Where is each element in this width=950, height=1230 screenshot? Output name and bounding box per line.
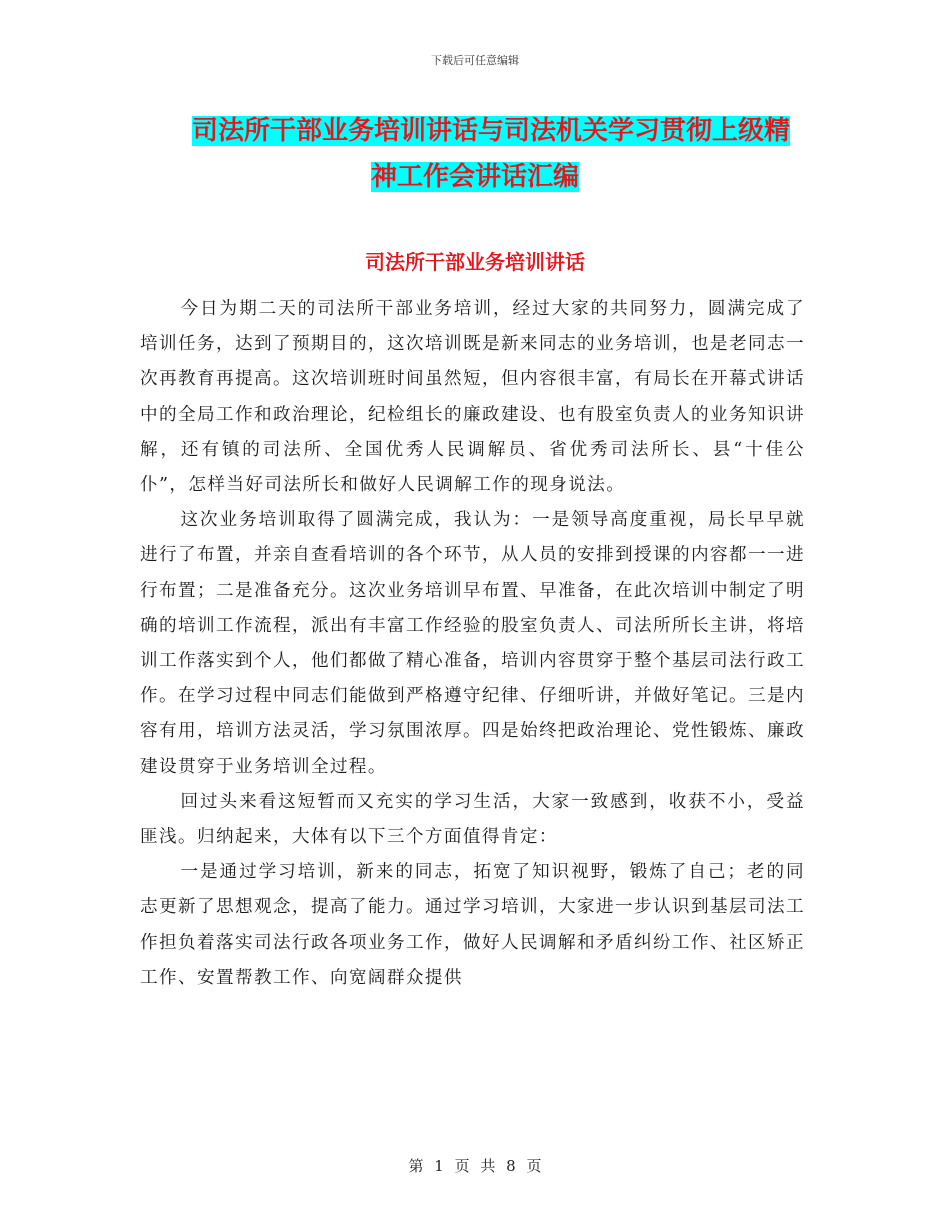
paragraph-1: 今日为期二天的司法所干部业务培训，经过大家的共同努力，圆满完成了培训任务，达到了预期目的，这次培训既是新来同志的业务培训，也是老同志一次再教育再提高。这次培训班时间虽然短，但内容很丰富，有局长在开幕式讲话中的全局工作和政治理论，纪检组长的廉政建设、也有股室负责人的业务知识讲解，还有镇的司法所、全国优秀人民调解员、省优秀司法所长、县“十佳公仆”，怎样当好司法所长和做好人民调解工作的现身说法。 [140, 299, 805, 496]
title-line-1 [140, 108, 810, 154]
title-line-1-text: 司法所干部业务培训讲话与司法机关学习贯彻上级精 [192, 116, 791, 146]
document-body [140, 292, 805, 996]
page-footer: 第 1 页 共 8 页 [408, 1157, 542, 1175]
document-title [140, 108, 810, 200]
title-line-2-text: 神工作会讲话汇编 [370, 162, 579, 192]
title-line-2 [140, 154, 810, 200]
section-title: 司法所干部业务培训讲话 [365, 250, 585, 274]
page-header: 下载后可任意编辑 [431, 54, 519, 67]
paragraph-3: 回过头来看这短暂而又充实的学习生活，大家一致感到，收获不小，受益匪浅。归纳起来，大体有以下三个方面值得肯定： [140, 791, 805, 848]
paragraph-4: 一是通过学习培训，新来的同志，拓宽了知识视野，锻炼了自己；老的同志更新了思想观念，提高了能力。通过学习培训，大家进一步认识到基层司法工作担负着落实司法行政各项业务工作，做好人民调解和矛盾纠纷工作、社区矫正工作、安置帮教工作、向宽阔群众提供 [140, 862, 805, 988]
paragraph-2: 这次业务培训取得了圆满完成，我认为：一是领导高度重视，局长早早就进行了布置，并亲自查看培训的各个环节，从人员的安排到授课的内容都一一进行布置；二是准备充分。这次业务培训早布置、早准备，在此次培训中制定了明确的培训工作流程，派出有丰富工作经验的股室负责人、司法所所长主讲，将培训工作落实到个人，他们都做了精心准备，培训内容贯穿于整个基层司法行政工作。在学习过程中同志们能做到严格遵守纪律、仔细听讲，并做好笔记。三是内容有用，培训方法灵活，学习氛围浓厚。四是始终把政治理论、党性锻炼、廉政建设贯穿于业务培训全过程。 [140, 510, 805, 777]
